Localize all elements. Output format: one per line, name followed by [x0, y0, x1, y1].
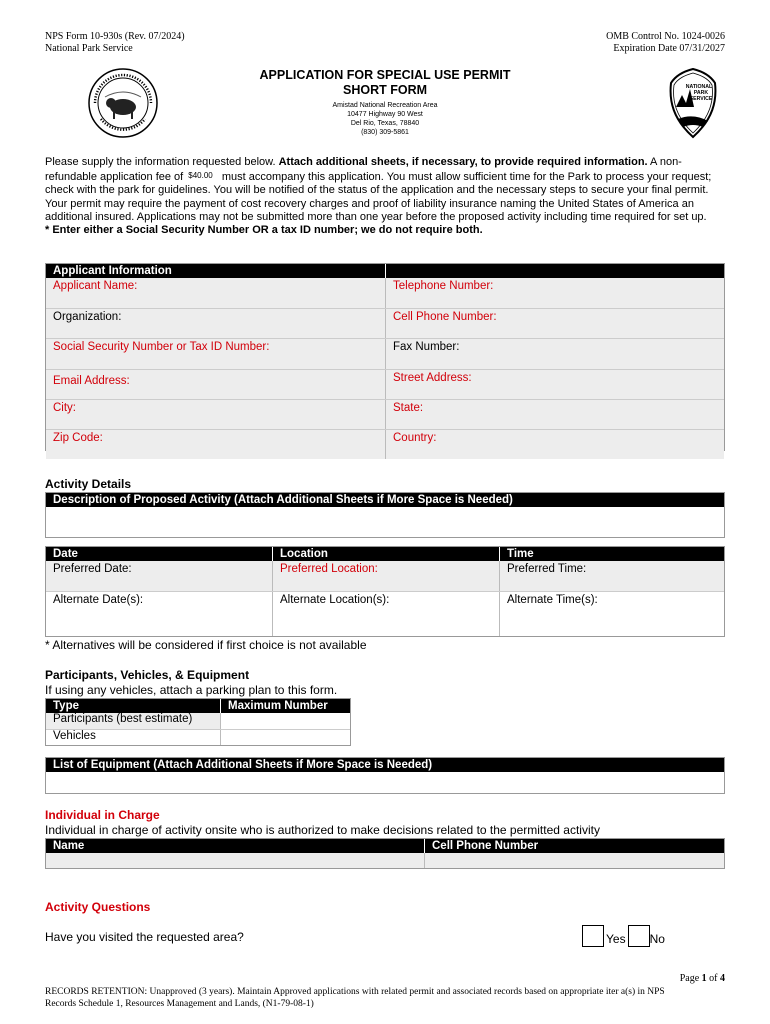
retention-line2: Records Schedule 1, Resources Management and Lands, (N1-79-08-1)	[45, 999, 314, 1009]
equipment-bar: List of Equipment (Attach Additional Sheets if More Space is Needed)	[46, 758, 724, 772]
activity-details-heading: Activity Details	[45, 477, 132, 491]
individual-in-charge-heading: Individual in Charge	[45, 808, 160, 822]
form-title-line1: APPLICATION FOR SPECIAL USE PERMIT	[259, 68, 511, 82]
preferred-time-field[interactable]: Preferred Time:	[500, 561, 724, 591]
form-title	[0, 68, 770, 98]
expiration-date: Expiration Date 07/31/2027	[613, 43, 725, 54]
charge-name-field[interactable]	[46, 853, 425, 868]
form-number: NPS Form 10-930s (Rev. 07/2024)	[45, 31, 185, 42]
ssn-note: * Enter either a Social Security Number OR a tax ID number; we do not require both.	[45, 224, 483, 237]
organization-field[interactable]: Organization:	[46, 309, 386, 338]
participants-row-label: Participants (best estimate)	[46, 713, 221, 729]
telephone-field[interactable]: Telephone Number:	[386, 278, 724, 308]
page-number	[680, 973, 725, 984]
applicant-information-table	[45, 263, 725, 451]
state-field[interactable]: State:	[386, 400, 724, 429]
col-type-header: Type	[46, 699, 220, 713]
city-field[interactable]: City:	[46, 400, 386, 429]
activity-description-field[interactable]	[46, 507, 724, 537]
email-field[interactable]: Email Address:	[46, 370, 386, 399]
page-label: Page	[679, 973, 700, 984]
agency-name: National Park Service	[45, 43, 133, 54]
street-address-field[interactable]: Street Address:	[386, 370, 724, 399]
preferred-date-field[interactable]: Preferred Date:	[46, 561, 273, 591]
svg-text:PARK: PARK	[693, 90, 709, 96]
instructions-bold: Attach additional sheets, if necessary, to provide required information.	[278, 156, 648, 168]
alternate-time-field[interactable]: Alternate Time(s):	[500, 592, 724, 636]
vehicles-row-label: Vehicles	[46, 730, 221, 745]
applicant-info-heading: Applicant Information	[46, 264, 385, 278]
col-date-header: Date	[46, 547, 272, 561]
equipment-field[interactable]	[46, 772, 724, 793]
records-retention-note	[45, 986, 735, 1010]
page-current: 1	[701, 973, 707, 984]
col-name-header: Name	[46, 839, 424, 853]
applicant-name-field[interactable]: Applicant Name:	[46, 278, 386, 308]
activity-description-bar: Description of Proposed Activity (Attach Additional Sheets if More Space is Needed)	[46, 493, 724, 507]
individual-in-charge-table	[45, 838, 725, 869]
page-of: of	[709, 973, 718, 984]
park-name: Amistad National Recreation Area	[332, 102, 438, 109]
park-phone: (830) 309-5861	[361, 129, 409, 136]
visited-area-options	[582, 925, 665, 947]
participants-max-field[interactable]	[221, 713, 350, 729]
park-city: Del Rio, Texas, 78840	[350, 120, 420, 127]
alternate-location-field[interactable]: Alternate Location(s):	[273, 592, 500, 636]
participants-heading: Participants, Vehicles, & Equipment	[45, 668, 250, 682]
parking-plan-note: If using any vehicles, attach a parking plan to this form.	[45, 683, 338, 697]
individual-in-charge-note: Individual in charge of activity onsite who is authorized to make decisions related to the permitted activity	[45, 823, 600, 837]
alternate-date-field[interactable]: Alternate Date(s):	[46, 592, 273, 636]
country-field[interactable]: Country:	[386, 430, 724, 459]
col-cell-phone-header: Cell Phone Number	[425, 839, 724, 853]
zip-code-field[interactable]: Zip Code:	[46, 430, 386, 459]
yes-checkbox[interactable]	[582, 925, 604, 947]
instructions-text: Please supply the information requested below.	[45, 156, 276, 168]
col-max-header: Maximum Number	[221, 699, 350, 713]
equipment-table	[45, 757, 725, 794]
activity-description-table	[45, 492, 725, 538]
col-time-header: Time	[500, 547, 724, 561]
yes-label: Yes	[606, 932, 626, 946]
preferred-location-field[interactable]: Preferred Location:	[273, 561, 500, 591]
instructions-paragraph	[45, 156, 725, 237]
svg-text:SERVICE: SERVICE	[689, 96, 713, 102]
application-fee: $40.00	[188, 171, 213, 181]
park-street: 10477 Highway 90 West	[347, 111, 423, 118]
ssn-tax-id-field[interactable]: Social Security Number or Tax ID Number:	[46, 339, 386, 369]
question-visited-area: Have you visited the requested area?	[45, 930, 244, 944]
park-address	[0, 101, 770, 137]
page-total: 4	[720, 973, 725, 984]
date-location-time-table	[45, 546, 725, 637]
form-header-left	[45, 31, 185, 55]
form-header-right	[606, 31, 725, 55]
no-label: No	[649, 932, 665, 946]
form-title-line2: SHORT FORM	[342, 83, 428, 97]
applicant-info-heading-right	[386, 264, 724, 278]
alternatives-note: * Alternatives will be considered if first choice is not available	[45, 638, 367, 652]
col-location-header: Location	[273, 547, 499, 561]
participants-table	[45, 698, 351, 746]
vehicles-max-field[interactable]	[221, 730, 350, 745]
cell-phone-field[interactable]: Cell Phone Number:	[386, 309, 724, 338]
no-checkbox[interactable]	[628, 925, 650, 947]
instructions-fee-text: A non-refundable application fee of	[45, 156, 682, 184]
fax-field[interactable]: Fax Number:	[386, 339, 724, 369]
instructions-text-cont: must accompany this application. You must allow sufficient time for the Park to process your request; check with the park for guidelines. You will be notified of the status of the application and the necessary steps to secure your final permit. Your permit may require the payment of cost recovery charges and proof of liability insurance naming the United States of America an additional insured. Applications may not be submitted more than one year before the proposed activity including time required for set up.	[45, 171, 712, 223]
svg-text:NATIONAL: NATIONAL	[685, 84, 713, 90]
retention-line1: RECORDS RETENTION: Unapproved (3 years). Maintain Approved applications with related permit and associated records based on appropriate iter a(s) in NPS	[45, 987, 665, 997]
activity-questions-heading: Activity Questions	[45, 900, 151, 914]
charge-cell-field[interactable]	[425, 853, 724, 868]
omb-control: OMB Control No. 1024-0026	[606, 31, 725, 42]
